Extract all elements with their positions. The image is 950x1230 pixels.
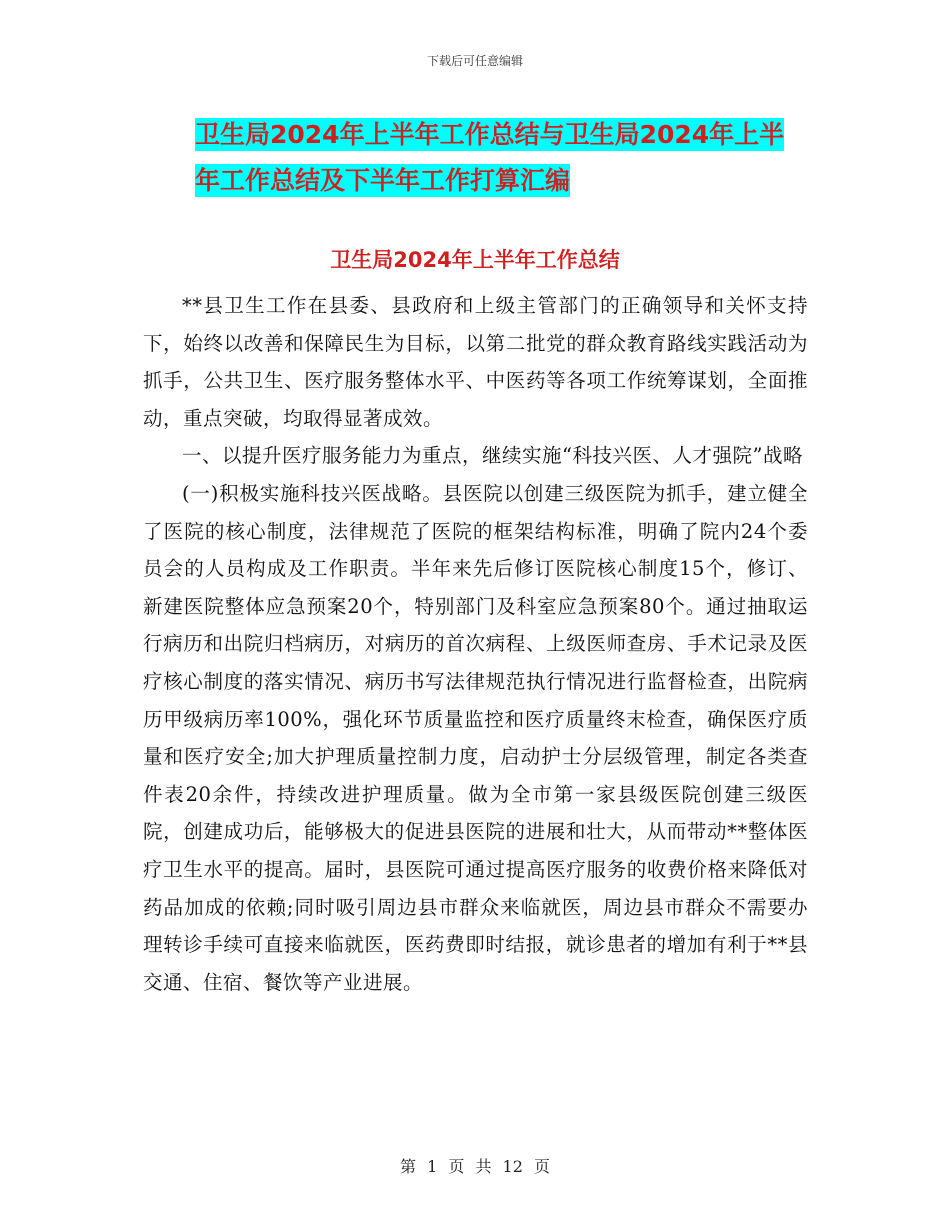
document-title-line-2 bbox=[195, 158, 805, 204]
paragraph-heading-1: 一、以提升医疗服务能力为重点，继续实施“科技兴医、人才强院”战略 bbox=[182, 444, 803, 468]
document-title bbox=[195, 112, 805, 204]
page-footer: 第 1 页 共 12 页 bbox=[400, 1157, 550, 1176]
page-header-note: 下载后可任意编辑 bbox=[426, 54, 523, 68]
document-body bbox=[143, 287, 808, 1001]
document-title-line-1 bbox=[195, 112, 805, 158]
paragraph-tech: (一)积极实施科技兴医战略。县医院以创建三级医院为抓手，建立健全了医院的核心制度，法律规范了医院的框架结构标准，明确了院内24个委员会的人员构成及工作职责。半年来先后修订医院核心制度15个，修订、新建医院整体应急预案20个，特别部门及科室应急预案80个。通过抽取运行病历和出院归档病历，对病历的首次病程、上级医师查房、手术记录及医疗核心制度的落实情况、病历书写法律规范执行情况进行监督检查，出院病历甲级病历率100%，强化环节质量监控和医疗质量终末检查，确保医疗质量和医疗安全;加大护理质量控制力度，启动护士分层级管理，制定各类查件表20余件，持续改进护理质量。做为全市第一家县级医院创建三级医院，创建成功后，能够极大的促进县医院的进展和壮大，从而带动**整体医疗卫生水平的提高。届时，县医院可通过提高医疗服务的收费价格来降低对药品加成的依赖;同时吸引周边县市群众来临就医，周边县市群众不需要办理转诊手续可直接来临就医，医药费即时结报，就诊患者的增加有利于**县交通、住宿、餐饮等产业进展。 bbox=[143, 481, 808, 994]
title-highlight-1: 卫生局2024年上半年工作总结与卫生局2024年上半 bbox=[195, 120, 785, 149]
title-highlight-2: 年工作总结及下半年工作打算汇编 bbox=[195, 166, 571, 195]
paragraph-intro: **县卫生工作在县委、县政府和上级主管部门的正确领导和关怀支持下，始终以改善和保障民生为目标，以第二批党的群众教育路线实践活动为抓手，公共卫生、医疗服务整体水平、中医药等各项工作统筹谋划，全面推动，重点突破，均取得显著成效。 bbox=[143, 294, 808, 430]
section-title: 卫生局2024年上半年工作总结 bbox=[330, 248, 620, 272]
